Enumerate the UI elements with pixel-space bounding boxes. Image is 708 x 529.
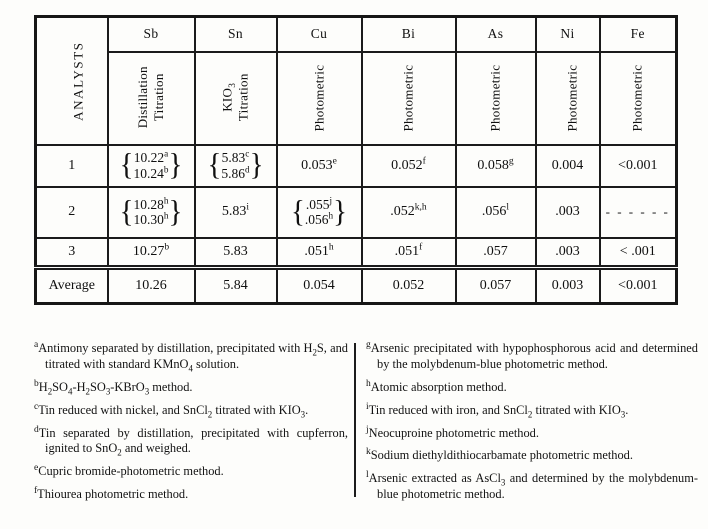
result-cell-as-1: 0.058$^g$ <box>456 145 536 187</box>
footnote-text: Neocuproine photometric method. <box>368 425 539 440</box>
average-cell-sn: 5.84 <box>195 268 277 304</box>
right-brace: } <box>168 194 183 229</box>
result-value: .055$^j$ <box>305 195 333 212</box>
result-cell-bi-2: .052$^{k,h}$ <box>362 187 456 238</box>
footnote-text: $H_2SO_4-H_2SO_3-KBrO_3$ method. <box>38 379 193 397</box>
footnote-l <box>366 471 698 503</box>
result-value: 5.86$^d$ <box>221 164 250 181</box>
footnote-k <box>366 448 698 464</box>
average-cell-cu: 0.054 <box>277 268 362 304</box>
footnote-text: Antimony separated by distillation, precipitated with $H_2S$, and titrated with standard KMnO$_4$ solution. <box>38 341 348 374</box>
result-cell-cu-3: .051$^h$ <box>277 238 362 268</box>
left-brace: { <box>119 148 134 182</box>
footnote-b <box>34 380 348 396</box>
footnote-j <box>366 426 698 442</box>
result-cell-ni-3: .003 <box>536 238 600 268</box>
average-cell-as: 0.057 <box>456 268 536 304</box>
method-label-sn: $KIO_3$ Titration <box>219 73 251 122</box>
footnote-text: Tin reduced with nickel, and SnCl$_2$ titrated with $KIO_3$. <box>38 402 309 420</box>
method-header-bi <box>362 52 456 145</box>
element-header-fe: Fe <box>600 17 677 52</box>
method-header-as <box>456 52 536 145</box>
analysts-column-header <box>36 17 108 145</box>
result-cell-as-3: .057 <box>456 238 536 268</box>
element-header-bi: Bi <box>362 17 456 52</box>
result-value: 10.28$^h$ <box>133 195 169 212</box>
footnote-text: Thiourea photometric method. <box>37 487 189 502</box>
result-value: 5.83$^c$ <box>221 148 250 166</box>
method-label-ni: Photometric <box>563 64 579 132</box>
method-header-sn <box>195 52 277 145</box>
method-label-fe: Photometric <box>629 64 645 132</box>
method-label-bi: Photometric <box>400 64 416 132</box>
footnotes-section <box>34 341 698 510</box>
footnotes-left-column <box>34 341 348 510</box>
average-cell-fe: <0.001 <box>600 268 677 304</box>
footnote-e <box>34 464 348 480</box>
footnote-text: Cupric bromide-photometric method. <box>38 464 224 479</box>
method-label-as: Photometric <box>487 64 503 132</box>
result-cell-fe-3: < .001 <box>600 238 677 268</box>
footnote-mark: e <box>34 463 39 474</box>
result-cell-sb-2 <box>108 187 195 238</box>
footnote-mark: g <box>366 339 371 350</box>
result-cell-bi-3: .051$^f$ <box>362 238 456 268</box>
result-cell-sn-1 <box>195 145 277 187</box>
element-header-ni: Ni <box>536 17 600 52</box>
average-label: Average <box>36 268 108 304</box>
result-cell-sb-3: 10.27$^b$ <box>108 238 195 268</box>
result-cell-bi-1: 0.052$^f$ <box>362 145 456 187</box>
footnote-mark: b <box>34 378 39 389</box>
footnote-mark: l <box>366 470 369 481</box>
left-brace: { <box>290 194 305 229</box>
analyst-label: 1 <box>36 145 108 187</box>
element-header-sn: Sn <box>195 17 277 52</box>
analyst-row-3 <box>36 238 677 268</box>
method-header-cu <box>277 52 362 145</box>
footnote-mark: d <box>34 424 39 435</box>
result-cell-cu-1: 0.053e <box>277 145 362 187</box>
footnote-text: Arsenic extracted as AsCl$_3$ and determined by the molybdenum-blue photometric method. <box>368 471 699 502</box>
footnote-column-divider <box>354 343 356 497</box>
element-header-cu: Cu <box>277 17 362 52</box>
average-row <box>36 268 677 304</box>
footnote-g <box>366 341 698 373</box>
result-cell-fe-1: <0.001 <box>600 145 677 187</box>
footnote-h <box>366 380 698 396</box>
footnotes-right-column <box>360 341 698 510</box>
footnote-mark: k <box>366 447 371 458</box>
footnote-text: Tin separated by distillation, precipitated with cupferron, ignited to SnO$_2$ and weighed. <box>38 425 348 458</box>
average-cell-sb: 10.26 <box>108 268 195 304</box>
left-brace: { <box>119 194 134 229</box>
footnote-text: Arsenic precipitated with hypophosphorous acid and determined by the molybdenum-blue photometric method. <box>370 341 698 371</box>
footnote-d <box>34 426 348 458</box>
footnote-mark: j <box>366 424 369 435</box>
method-header-row <box>36 52 677 145</box>
footnote-text: Atomic absorption method. <box>370 379 507 394</box>
result-cell-cu-2 <box>277 187 362 238</box>
footnote-f <box>34 487 348 503</box>
result-cell-sb-1 <box>108 145 195 187</box>
result-value: 10.30$^h$ <box>133 210 169 227</box>
result-value: 10.24$^b$ <box>133 164 169 181</box>
method-label-cu: Photometric <box>310 64 326 132</box>
footnote-mark: h <box>366 378 371 389</box>
footnote-text: Sodium diethyldithiocarbamate photometric method. <box>370 448 633 463</box>
footnote-i <box>366 403 698 419</box>
element-header-row <box>36 17 677 52</box>
analyst-row-2 <box>36 187 677 238</box>
right-brace: } <box>168 148 183 182</box>
left-brace: { <box>207 148 222 182</box>
right-brace: } <box>249 148 264 182</box>
result-cell-sn-3: 5.83 <box>195 238 277 268</box>
method-header-sb <box>108 52 195 145</box>
footnote-text: Tin reduced with iron, and SnCl$_2$ titrated with $KIO_3$. <box>368 402 629 420</box>
analysis-results-table <box>34 15 678 305</box>
analyst-row-1 <box>36 145 677 187</box>
average-cell-bi: 0.052 <box>362 268 456 304</box>
right-brace: } <box>333 194 348 229</box>
analyst-label: 3 <box>36 238 108 268</box>
result-value: 10.22$^a$ <box>133 148 169 166</box>
footnote-mark: a <box>34 339 39 350</box>
analyst-label: 2 <box>36 187 108 238</box>
analysts-label: ANALYSTS <box>70 41 86 121</box>
result-cell-ni-2: .003 <box>536 187 600 238</box>
element-header-sb: Sb <box>108 17 195 52</box>
average-cell-ni: 0.003 <box>536 268 600 304</box>
method-label-sb: Distillation Titration <box>134 66 166 129</box>
footnote-mark: f <box>34 486 38 496</box>
footnote-mark: i <box>366 401 369 412</box>
result-cell-as-2: .056$^l$ <box>456 187 536 238</box>
footnote-c <box>34 403 348 419</box>
result-cell-fe-2: - - - - - - <box>600 187 677 238</box>
element-header-as: As <box>456 17 536 52</box>
footnote-mark: c <box>34 401 39 412</box>
result-cell-sn-2: 5.83$^i$ <box>195 187 277 238</box>
method-header-fe <box>600 52 677 145</box>
footnote-a <box>34 341 348 373</box>
result-cell-ni-1: 0.004 <box>536 145 600 187</box>
result-value: .056$^h$ <box>304 210 334 227</box>
method-header-ni <box>536 52 600 145</box>
